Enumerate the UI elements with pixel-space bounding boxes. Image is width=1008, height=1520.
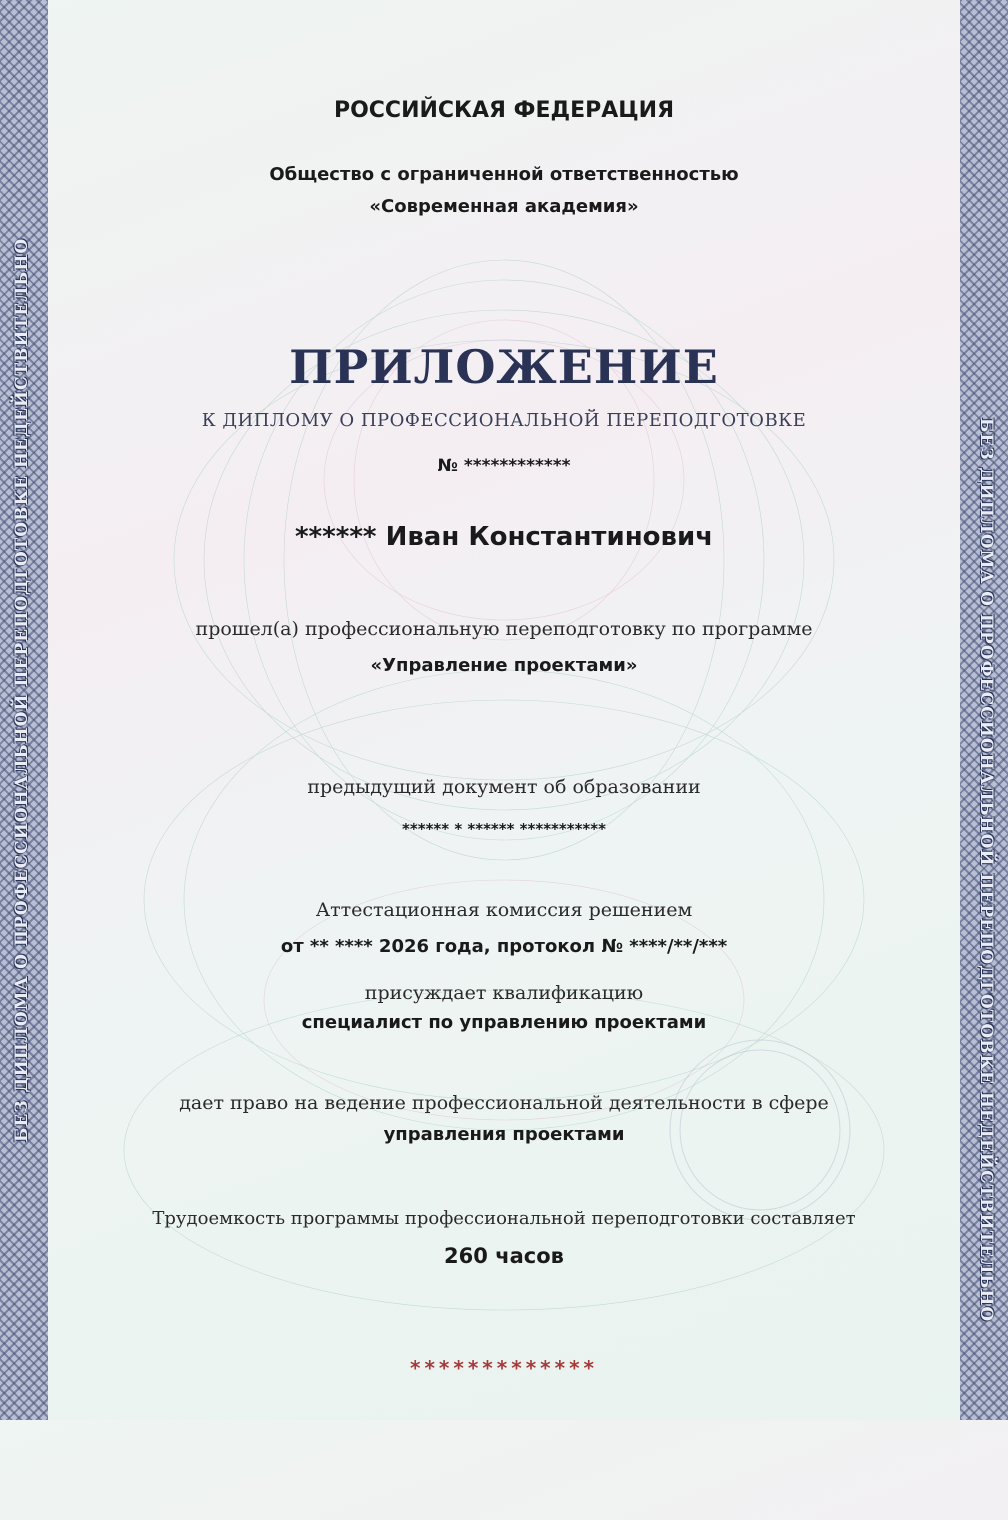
- footer-stars: *************: [410, 1356, 598, 1380]
- country-heading: РОССИЙСКАЯ ФЕДЕРАЦИЯ: [333, 98, 675, 123]
- workload-label: Трудоемкость программы профессиональной переподготовки составляет: [152, 1208, 856, 1229]
- qualification-label: присуждает квалификацию: [364, 982, 644, 1004]
- organization-name: «Современная академия»: [369, 196, 639, 217]
- right-border-text: БЕЗ ДИПЛОМА О ПРОФЕССИОНАЛЬНОЙ ПЕРЕПОДГОТОВКЕ НЕДЕЙСТВИТЕЛЬНО: [976, 417, 996, 1323]
- program-intro: прошел(а) профессиональную переподготовку по программе: [195, 618, 813, 640]
- previous-document-label: предыдущий документ об образовании: [307, 776, 701, 798]
- commission-decision: от ** **** 2026 года, протокол № ****/**/***: [280, 936, 728, 957]
- workload-value: 260 часов: [444, 1244, 564, 1268]
- document-number: № ************: [437, 456, 571, 476]
- qualification-value: специалист по управлению проектами: [301, 1012, 707, 1033]
- left-border-text: БЕЗ ДИПЛОМА О ПРОФЕССИОНАЛЬНОЙ ПЕРЕПОДГОТОВКЕ НЕДЕЙСТВИТЕЛЬНО: [12, 237, 32, 1143]
- program-name: «Управление проектами»: [370, 655, 638, 676]
- rights-value: управления проектами: [383, 1124, 625, 1145]
- document-subtitle: К ДИПЛОМУ О ПРОФЕССИОНАЛЬНОЙ ПЕРЕПОДГОТОВКЕ: [201, 410, 807, 431]
- commission-label: Аттестационная комиссия решением: [315, 899, 693, 921]
- previous-document-value: ****** * ****** ***********: [402, 820, 606, 838]
- rights-label: дает право на ведение профессиональной деятельности в сфере: [179, 1092, 829, 1114]
- document-title: ПРИЛОЖЕНИЕ: [289, 340, 719, 394]
- organization-type: Общество с ограниченной ответственностью: [269, 164, 739, 185]
- holder-name: ****** Иван Константинович: [294, 522, 714, 552]
